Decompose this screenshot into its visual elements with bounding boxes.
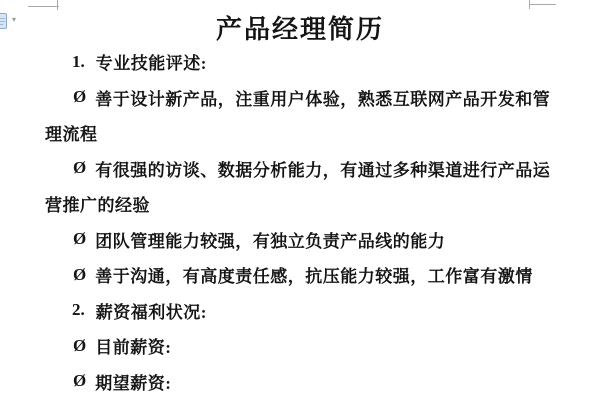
page-margin-mark-right [529, 4, 556, 5]
resume-line-text: 团队管理能力较强，有独立负责产品线的能力 [95, 231, 446, 251]
resume-line [45, 151, 551, 187]
page-margin-mark-left [28, 6, 59, 7]
bullet-marker: Ø [73, 87, 87, 107]
resume-line [45, 115, 545, 151]
resume-line-text: 善于沟通，有高度责任感，抗压能力较强，工作富有激情 [95, 267, 533, 287]
resume-line [45, 364, 545, 400]
resume-line-text: 营推广的经验 [45, 196, 150, 216]
document-body [45, 44, 551, 399]
resume-line [45, 328, 545, 364]
bullet-marker: Ø [73, 264, 87, 284]
number-marker: 1. [72, 51, 85, 71]
resume-line [45, 186, 545, 222]
resume-line-text: 有很强的访谈、数据分析能力，有通过多种渠道进行产品运 [95, 160, 551, 180]
resume-line [45, 44, 545, 80]
resume-line-text: 期望薪资: [95, 373, 172, 393]
document-title: 产品经理简历 [215, 15, 384, 44]
resume-line-text: 目前薪资: [95, 338, 172, 358]
number-marker: 2. [72, 300, 85, 320]
resume-line [45, 222, 545, 258]
resume-line [45, 293, 545, 329]
resume-line [45, 257, 545, 293]
bullet-marker: Ø [73, 158, 87, 178]
resume-line-text: 理流程 [45, 125, 98, 145]
dropdown-arrow-icon[interactable]: ▾ [12, 15, 17, 24]
bullet-marker: Ø [73, 335, 87, 355]
resume-line [45, 80, 551, 116]
resume-line-text: 薪资福利状况: [95, 302, 207, 322]
resume-line-text: 专业技能评述: [95, 54, 207, 74]
page-margin-mark-right-tick [529, 0, 530, 9]
bullet-marker: Ø [73, 371, 87, 391]
bullet-marker: Ø [73, 229, 87, 249]
resume-line-text: 善于设计新产品，注重用户体验，熟悉互联网产品开发和管 [95, 89, 551, 109]
